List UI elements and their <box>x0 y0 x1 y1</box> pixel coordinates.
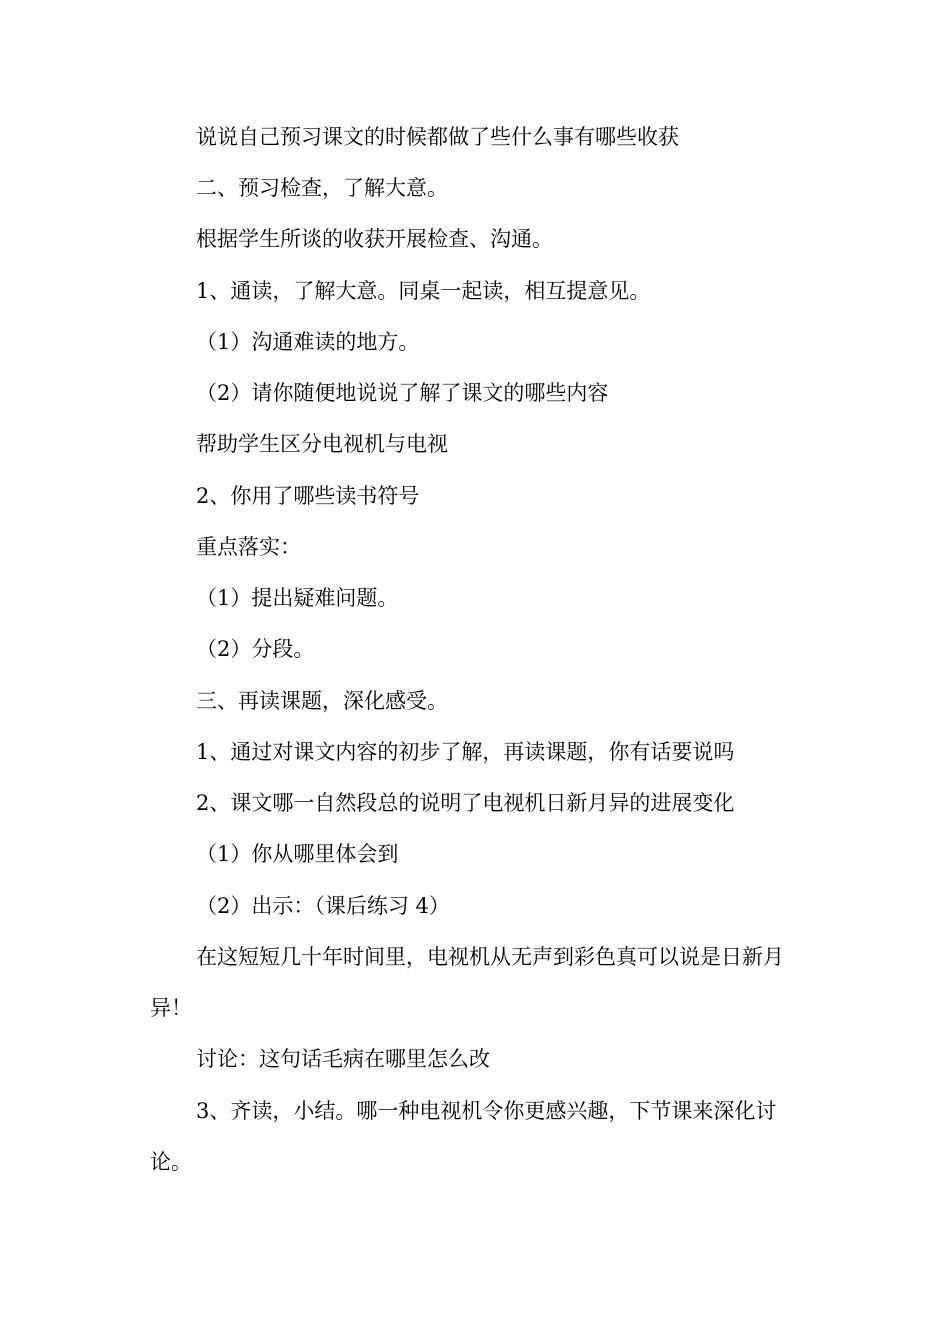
paragraph-13: 1、通过对课文内容的初步了解，再读课题，你有话要说吗 <box>196 740 735 764</box>
paragraph-3: 根据学生所谈的收获开展检查、沟通。 <box>196 227 553 251</box>
paragraph-4: 1、通读，了解大意。同桌一起读，相互提意见。 <box>196 279 651 303</box>
paragraph-19: 3、齐读，小结。哪一种电视机令你更感兴趣，下节课来深化讨论。 <box>150 1099 777 1174</box>
paragraph-2: 二、预习检查，了解大意。 <box>196 176 448 200</box>
paragraph-9: 重点落实： <box>196 535 301 559</box>
paragraph-12: 三、再读课题，深化感受。 <box>196 689 448 713</box>
paragraph-5: （1）沟通难读的地方。 <box>196 330 420 354</box>
paragraph-15: （1）你从哪里体会到 <box>196 842 399 866</box>
paragraph-14: 2、课文哪一自然段总的说明了电视机日新月异的进展变化 <box>196 791 735 815</box>
paragraph-7: 帮助学生区分电视机与电视 <box>196 432 448 456</box>
paragraph-16: （2）出示：（课后练习 4） <box>196 894 450 918</box>
paragraph-1: 说说自己预习课文的时候都做了些什么事有哪些收获 <box>196 125 679 149</box>
paragraph-11: （2）分段。 <box>196 637 315 661</box>
paragraph-10: （1）提出疑难问题。 <box>196 586 399 610</box>
paragraph-17: 在这短短几十年时间里，电视机从无声到彩色真可以说是日新月异！ <box>150 945 784 1020</box>
paragraph-18: 讨论：这句话毛病在哪里怎么改 <box>196 1047 490 1071</box>
paragraph-6: （2）请你随便地说说了解了课文的哪些内容 <box>196 381 609 405</box>
paragraph-8: 2、你用了哪些读书符号 <box>196 484 420 508</box>
